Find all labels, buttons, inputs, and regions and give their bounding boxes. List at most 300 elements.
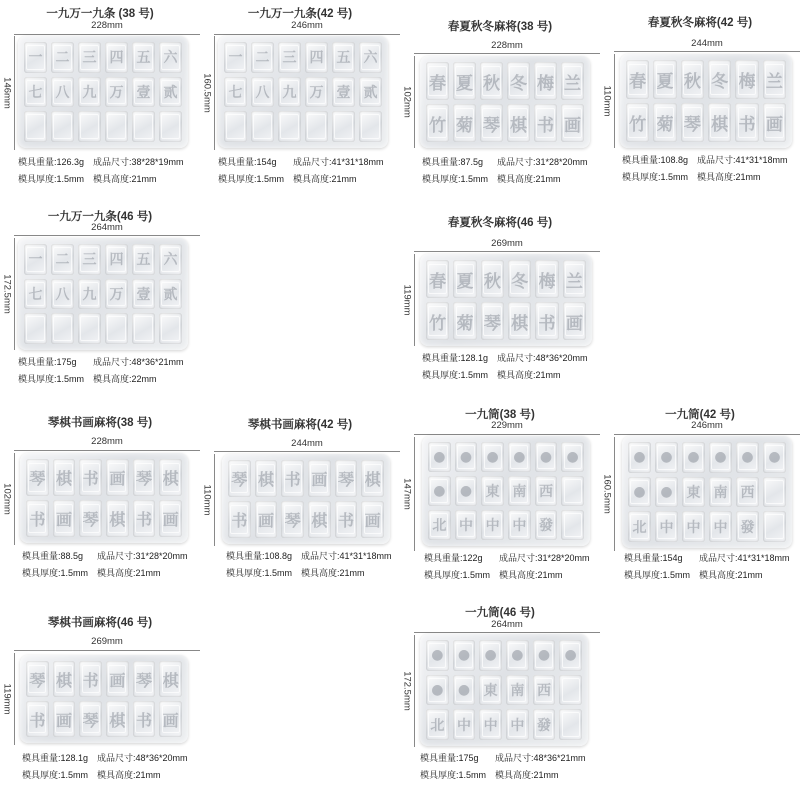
weight-spec: 模具重量:126.3g (18, 157, 85, 167)
panel-title: 琴棋书画麻将(42 号) (247, 419, 353, 431)
mahjong-tile-cavity (24, 111, 47, 142)
mahjong-tile-cavity: 琴 (26, 661, 49, 697)
mahjong-tile-cavity (132, 111, 155, 142)
mahjong-tile-cavity: 万 (305, 77, 328, 108)
mahjong-tile-cavity: 西 (535, 476, 558, 506)
depth-spec: 模具高度:22mm (93, 374, 157, 384)
size-spec: 成品尺寸:31*28*20mm (97, 551, 188, 561)
thickness-spec: 模具厚度:1.5mm (622, 172, 689, 182)
width-line (414, 632, 600, 633)
mahjong-tile-cavity (105, 111, 128, 142)
height-line (614, 437, 615, 551)
weight-spec: 模具重量:88.5g (22, 551, 84, 561)
size-spec: 成品尺寸:41*31*18mm (293, 157, 384, 167)
mahjong-tile-cavity: 三 (278, 42, 301, 73)
width-label: 246mm (291, 20, 323, 31)
height-line (214, 36, 215, 150)
mahjong-tile-cavity: 琴 (228, 460, 251, 497)
mahjong-tile-cavity: 贰 (359, 77, 382, 108)
width-label: 269mm (91, 636, 123, 647)
weight-spec: 模具重量:154g (218, 157, 277, 167)
specs (624, 550, 790, 584)
mahjong-tile-cavity: 四 (105, 42, 128, 73)
mahjong-tile-cavity: 九 (78, 279, 101, 310)
height-line (414, 437, 415, 551)
mahjong-tile-cavity: 一 (24, 42, 47, 73)
thickness-spec: 模具厚度:1.5mm (22, 770, 89, 780)
width-line (14, 650, 200, 651)
width-line (414, 251, 600, 252)
mahjong-tile-cavity (359, 111, 382, 142)
mahjong-tile-cavity: 书 (534, 104, 557, 142)
mahjong-tile-cavity: 画 (53, 500, 76, 537)
mahjong-tile-cavity: 冬 (508, 260, 531, 298)
weight-spec: 模具重量:122g (424, 553, 483, 563)
size-spec: 成品尺寸:48*36*21mm (93, 357, 184, 367)
mold-panel (600, 0, 800, 200)
width-line (214, 451, 400, 452)
width-label: 244mm (691, 38, 723, 49)
size-spec: 成品尺寸:48*36*20mm (497, 353, 588, 363)
thickness-spec: 模具厚度:1.5mm (624, 570, 691, 580)
mahjong-tile-cavity: ● (481, 442, 504, 472)
mahjong-tile-cavity: 北 (428, 510, 451, 540)
mahjong-tile-cavity (78, 313, 101, 344)
height-label: 172.5mm (1, 274, 13, 314)
mahjong-tile-cavity: 壹 (332, 77, 355, 108)
mahjong-tile-cavity (159, 313, 182, 344)
mahjong-tile-cavity: 琴 (133, 661, 156, 697)
mahjong-tile-cavity: 棋 (106, 701, 129, 737)
mahjong-tile-cavity: 南 (709, 477, 732, 508)
mold-panel (400, 200, 600, 400)
mahjong-tile-cavity: 中 (481, 510, 504, 540)
mahjong-tile-cavity: 琴 (681, 103, 704, 142)
weight-spec: 模具重量:108.8g (622, 155, 689, 165)
mahjong-tile-cavity: 中 (453, 709, 476, 740)
mahjong-tile-cavity: 书 (26, 500, 49, 537)
mahjong-tile-cavity: 兰 (763, 60, 786, 99)
mold-tray (20, 655, 188, 743)
mahjong-tile-cavity (561, 510, 584, 540)
height-label: 119mm (1, 683, 13, 715)
mahjong-tile-cavity: 五 (132, 244, 155, 275)
thickness-spec: 模具厚度:1.5mm (226, 568, 293, 578)
mahjong-tile-cavity: 万 (105, 279, 128, 310)
panel-title: 一九万一九条(42 号) (247, 8, 353, 20)
mahjong-tile-cavity: 夏 (453, 62, 476, 100)
height-line (14, 653, 15, 745)
width-line (214, 34, 400, 35)
mahjong-tile-cavity: ● (559, 640, 582, 671)
mahjong-tile-cavity: 棋 (708, 103, 731, 142)
height-line (214, 454, 215, 546)
specs (218, 154, 384, 188)
mahjong-tile-cavity: 贰 (159, 77, 182, 108)
mahjong-tile-cavity: 画 (53, 701, 76, 737)
mahjong-tile-cavity: ● (508, 442, 531, 472)
depth-spec: 模具高度:21mm (495, 770, 559, 780)
mahjong-tile-cavity: 中 (506, 709, 529, 740)
mahjong-tile-cavity: 画 (255, 501, 278, 538)
mahjong-tile-cavity: ● (453, 640, 476, 671)
mold-tray (620, 54, 792, 148)
mahjong-tile-cavity: 琴 (481, 302, 504, 340)
width-line (414, 53, 600, 54)
mahjong-tile-cavity: 画 (106, 459, 129, 496)
mold-tray (18, 238, 188, 350)
mold-panel (0, 0, 200, 200)
mahjong-tile-cavity: 琴 (79, 701, 102, 737)
weight-spec: 模具重量:154g (624, 553, 683, 563)
mold-tray (20, 453, 188, 543)
mahjong-tile-cavity: 秋 (681, 60, 704, 99)
thickness-spec: 模具厚度:1.5mm (18, 374, 85, 384)
mahjong-tile-cavity: 画 (159, 500, 182, 537)
width-label: 228mm (91, 436, 123, 447)
mahjong-tile-cavity (224, 111, 247, 142)
mahjong-tile-cavity: 棋 (308, 501, 331, 538)
mahjong-tile-cavity: 二 (51, 42, 74, 73)
mahjong-tile-cavity: 夏 (453, 260, 476, 298)
mahjong-tile-cavity: 菊 (653, 103, 676, 142)
mahjong-tile-cavity: ● (655, 477, 678, 508)
mahjong-tile-cavity: 北 (426, 709, 449, 740)
width-label: 264mm (491, 619, 523, 630)
mahjong-tile-cavity: ● (428, 442, 451, 472)
mahjong-tile-cavity: 竹 (626, 103, 649, 142)
panel-title: 一九筒(38 号) (465, 409, 535, 421)
depth-spec: 模具高度:21mm (93, 174, 157, 184)
depth-spec: 模具高度:21mm (97, 770, 161, 780)
mahjong-tile-cavity: ● (561, 442, 584, 472)
height-label: 110mm (601, 85, 613, 117)
mahjong-tile-cavity: 北 (628, 511, 651, 542)
mahjong-tile-cavity (763, 477, 786, 508)
depth-spec: 模具高度:21mm (697, 172, 761, 182)
mold-tray (622, 436, 792, 548)
width-label: 264mm (91, 222, 123, 233)
specs (622, 152, 788, 186)
mahjong-tile-cavity (51, 313, 74, 344)
mahjong-tile-cavity: ● (506, 640, 529, 671)
specs (18, 354, 184, 388)
height-label: 119mm (401, 284, 413, 316)
mahjong-tile-cavity: 中 (655, 511, 678, 542)
mold-panel (0, 600, 200, 800)
mahjong-tile-cavity: 七 (24, 279, 47, 310)
mahjong-tile-cavity: 二 (251, 42, 274, 73)
mahjong-tile-cavity: ● (655, 442, 678, 473)
mahjong-tile-cavity: 秋 (480, 62, 503, 100)
size-spec: 成品尺寸:41*31*18mm (301, 551, 392, 561)
mahjong-tile-cavity: 琴 (79, 500, 102, 537)
thickness-spec: 模具厚度:1.5mm (22, 568, 89, 578)
mold-tray (222, 454, 390, 544)
weight-spec: 模具重量:128.1g (22, 753, 89, 763)
mahjong-tile-cavity: 棋 (361, 460, 384, 497)
mold-panel (0, 200, 200, 400)
mahjong-tile-cavity: 六 (159, 42, 182, 73)
height-line (414, 635, 415, 747)
mahjong-tile-cavity: 四 (105, 244, 128, 275)
mahjong-tile-cavity (561, 476, 584, 506)
depth-spec: 模具高度:21mm (293, 174, 357, 184)
panel-title: 琴棋书画麻将(46 号) (47, 617, 153, 629)
mahjong-tile-cavity: 五 (132, 42, 155, 73)
height-label: 172.5mm (401, 671, 413, 711)
mahjong-tile-cavity: 棋 (106, 500, 129, 537)
mahjong-tile-cavity: ● (479, 640, 502, 671)
mold-tray (420, 56, 590, 148)
size-spec: 成品尺寸:41*31*18mm (699, 553, 790, 563)
mahjong-tile-cavity: 三 (78, 42, 101, 73)
mold-tray (18, 36, 188, 148)
specs (420, 750, 586, 784)
mahjong-tile-cavity: 東 (481, 476, 504, 506)
mahjong-tile-cavity: 二 (51, 244, 74, 275)
mahjong-tile-cavity: 画 (361, 501, 384, 538)
mahjong-tile-cavity (332, 111, 355, 142)
mahjong-tile-cavity: 棋 (508, 302, 531, 340)
thickness-spec: 模具厚度:1.5mm (422, 370, 489, 380)
mold-panel (200, 400, 400, 600)
panel-title: 一九筒(42 号) (665, 409, 735, 421)
specs (22, 750, 188, 784)
mahjong-tile-cavity: 八 (251, 77, 274, 108)
mahjong-tile-cavity: 四 (305, 42, 328, 73)
mahjong-tile-cavity: ● (628, 477, 651, 508)
mahjong-tile-cavity (51, 111, 74, 142)
width-label: 246mm (691, 420, 723, 431)
mahjong-tile-cavity (159, 111, 182, 142)
height-line (414, 56, 415, 148)
mahjong-tile-cavity: 中 (682, 511, 705, 542)
mahjong-tile-cavity: 七 (24, 77, 47, 108)
depth-spec: 模具高度:21mm (499, 570, 563, 580)
height-label: 102mm (1, 483, 13, 515)
height-label: 146mm (1, 77, 13, 109)
mahjong-tile-cavity: 贰 (159, 279, 182, 310)
mahjong-tile-cavity: 壹 (132, 77, 155, 108)
mahjong-tile-cavity: 春 (426, 62, 449, 100)
mahjong-tile-cavity: ● (426, 640, 449, 671)
mold-panel (400, 400, 600, 600)
mahjong-tile-cavity: 琴 (480, 104, 503, 142)
mahjong-tile-cavity: ● (628, 442, 651, 473)
mahjong-tile-cavity: 棋 (53, 459, 76, 496)
mahjong-tile-cavity: 冬 (708, 60, 731, 99)
mahjong-tile-cavity: 书 (79, 459, 102, 496)
mahjong-tile-cavity: 竹 (426, 302, 449, 340)
size-spec: 成品尺寸:31*28*20mm (497, 157, 588, 167)
height-line (14, 453, 15, 545)
mahjong-tile-cavity: ● (455, 476, 478, 506)
mahjong-tile-cavity: ● (533, 640, 556, 671)
mahjong-tile-cavity: 棋 (255, 460, 278, 497)
mahjong-tile-cavity: 六 (359, 42, 382, 73)
mahjong-tile-cavity: 画 (561, 104, 584, 142)
thickness-spec: 模具厚度:1.5mm (422, 174, 489, 184)
height-line (14, 238, 15, 350)
mahjong-tile-cavity: 棋 (159, 459, 182, 496)
mahjong-tile-cavity: 中 (709, 511, 732, 542)
mahjong-tile-cavity: ● (455, 442, 478, 472)
height-label: 160.5mm (601, 474, 613, 514)
specs (424, 550, 590, 584)
mahjong-tile-cavity: 西 (736, 477, 759, 508)
mahjong-tile-cavity: 画 (159, 701, 182, 737)
mahjong-tile-cavity: 六 (159, 244, 182, 275)
mahjong-tile-cavity: 三 (78, 244, 101, 275)
mahjong-tile-cavity: 一 (224, 42, 247, 73)
width-line (14, 450, 200, 451)
mahjong-tile-cavity (105, 313, 128, 344)
mahjong-tile-cavity: 书 (26, 701, 49, 737)
height-line (414, 254, 415, 346)
mahjong-tile-cavity: 南 (506, 675, 529, 706)
weight-spec: 模具重量:108.8g (226, 551, 293, 561)
mahjong-tile-cavity: 發 (533, 709, 556, 740)
width-label: 244mm (291, 438, 323, 449)
mahjong-tile-cavity: 画 (763, 103, 786, 142)
mahjong-tile-cavity (559, 709, 582, 740)
mahjong-tile-cavity: ● (682, 442, 705, 473)
mahjong-tile-cavity: 菊 (453, 302, 476, 340)
mahjong-tile-cavity: 兰 (561, 62, 584, 100)
mahjong-tile-cavity: 书 (535, 302, 558, 340)
mahjong-tile-cavity: 壹 (132, 279, 155, 310)
thickness-spec: 模具厚度:1.5mm (18, 174, 85, 184)
mahjong-tile-cavity (559, 675, 582, 706)
depth-spec: 模具高度:21mm (699, 570, 763, 580)
panel-title: 春夏秋冬麻将(38 号) (447, 21, 553, 33)
mahjong-tile-cavity: 画 (106, 661, 129, 697)
mold-tray (420, 254, 592, 346)
mahjong-tile-cavity: 八 (51, 279, 74, 310)
mahjong-tile-cavity: 兰 (563, 260, 586, 298)
mahjong-tile-cavity: 棋 (159, 661, 182, 697)
width-label: 269mm (491, 238, 523, 249)
panel-title: 一九万一九条(46 号) (47, 211, 153, 223)
size-spec: 成品尺寸:38*28*19mm (93, 157, 184, 167)
mahjong-tile-cavity: 中 (455, 510, 478, 540)
size-spec: 成品尺寸:48*36*20mm (97, 753, 188, 763)
mold-panel (400, 0, 600, 200)
mahjong-tile-cavity: 發 (736, 511, 759, 542)
width-label: 229mm (491, 420, 523, 431)
mahjong-tile-cavity: ● (736, 442, 759, 473)
mold-tray (422, 436, 590, 546)
mahjong-tile-cavity: 棋 (53, 661, 76, 697)
panel-title: 一九筒(46 号) (465, 607, 535, 619)
mold-panel (200, 0, 400, 200)
mahjong-tile-cavity: 琴 (281, 501, 304, 538)
mahjong-tile-cavity: 竹 (426, 104, 449, 142)
mahjong-tile-cavity: 梅 (735, 60, 758, 99)
mahjong-tile-cavity: 東 (479, 675, 502, 706)
mahjong-tile-cavity: 书 (281, 460, 304, 497)
weight-spec: 模具重量:175g (18, 357, 77, 367)
mahjong-tile-cavity: 中 (479, 709, 502, 740)
panel-title: 春夏秋冬麻将(42 号) (647, 17, 753, 29)
mahjong-tile-cavity: ● (453, 675, 476, 706)
size-spec: 成品尺寸:31*28*20mm (499, 553, 590, 563)
width-line (614, 51, 800, 52)
mahjong-tile-cavity: 西 (533, 675, 556, 706)
size-spec: 成品尺寸:48*36*21mm (495, 753, 586, 763)
mahjong-tile-cavity (24, 313, 47, 344)
mahjong-tile-cavity: 發 (535, 510, 558, 540)
height-line (14, 36, 15, 150)
mahjong-tile-cavity: 书 (735, 103, 758, 142)
height-line (614, 54, 615, 148)
depth-spec: 模具高度:21mm (497, 174, 561, 184)
mahjong-tile-cavity (763, 511, 786, 542)
depth-spec: 模具高度:21mm (301, 568, 365, 578)
mahjong-tile-cavity: ● (426, 675, 449, 706)
specs (18, 154, 184, 188)
mahjong-tile-cavity: 九 (278, 77, 301, 108)
width-line (14, 34, 200, 35)
specs (422, 154, 588, 188)
size-spec: 成品尺寸:41*31*18mm (697, 155, 788, 165)
mahjong-tile-cavity: 春 (626, 60, 649, 99)
height-label: 102mm (401, 86, 413, 118)
weight-spec: 模具重量:87.5g (422, 157, 484, 167)
mahjong-tile-cavity: 七 (224, 77, 247, 108)
thickness-spec: 模具厚度:1.5mm (218, 174, 285, 184)
mahjong-tile-cavity: ● (428, 476, 451, 506)
width-label: 228mm (491, 40, 523, 51)
mahjong-tile-cavity: 菊 (453, 104, 476, 142)
weight-spec: 模具重量:175g (420, 753, 479, 763)
width-line (14, 235, 200, 236)
weight-spec: 模具重量:128.1g (422, 353, 489, 363)
mahjong-tile-cavity: 東 (682, 477, 705, 508)
mahjong-tile-cavity: 画 (563, 302, 586, 340)
mahjong-tile-cavity: 秋 (481, 260, 504, 298)
height-label: 160.5mm (201, 73, 213, 113)
mahjong-tile-cavity (278, 111, 301, 142)
mahjong-tile-cavity: 八 (51, 77, 74, 108)
height-label: 110mm (201, 484, 213, 516)
specs (22, 548, 188, 582)
mahjong-tile-cavity: 琴 (335, 460, 358, 497)
mahjong-tile-cavity: 棋 (507, 104, 530, 142)
mahjong-tile-cavity: ● (535, 442, 558, 472)
mahjong-tile-cavity: 画 (308, 460, 331, 497)
mahjong-tile-cavity: 梅 (535, 260, 558, 298)
panel-title: 琴棋书画麻将(38 号) (47, 417, 153, 429)
mold-tray (218, 36, 388, 148)
mahjong-tile-cavity: 书 (228, 501, 251, 538)
depth-spec: 模具高度:21mm (97, 568, 161, 578)
mahjong-tile-cavity: 万 (105, 77, 128, 108)
mahjong-tile-cavity: 中 (508, 510, 531, 540)
width-line (414, 434, 600, 435)
mahjong-tile-cavity: 琴 (133, 459, 156, 496)
mahjong-tile-cavity: 一 (24, 244, 47, 275)
panel-title: 春夏秋冬麻将(46 号) (447, 217, 553, 229)
mahjong-tile-cavity: ● (709, 442, 732, 473)
mahjong-tile-cavity: 书 (335, 501, 358, 538)
mahjong-tile-cavity (132, 313, 155, 344)
mahjong-tile-cavity: 琴 (26, 459, 49, 496)
panel-title: 一九万一九条 (38 号) (46, 8, 154, 20)
thickness-spec: 模具厚度:1.5mm (424, 570, 491, 580)
specs (422, 350, 588, 384)
